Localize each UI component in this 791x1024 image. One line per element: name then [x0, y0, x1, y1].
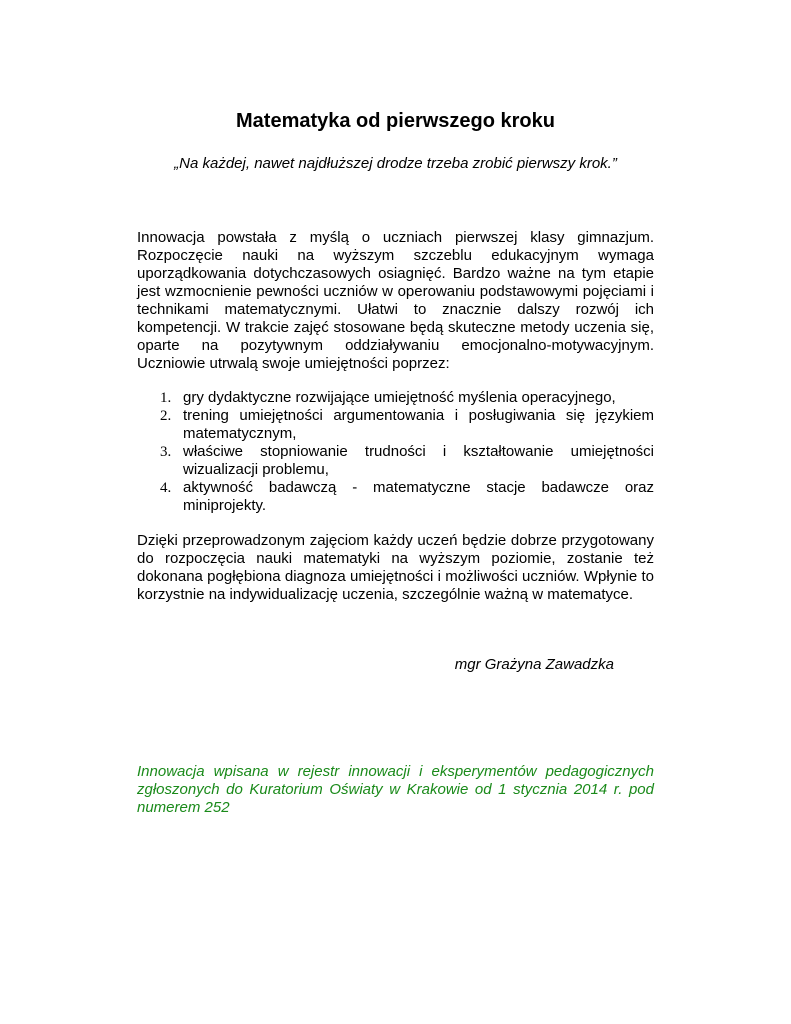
list-item-text: gry dydaktyczne rozwijające umiejętność myślenia operacyjnego, [183, 389, 616, 406]
list-item [137, 389, 654, 407]
intro-paragraph: Innowacja powstała z myślą o uczniach pierwszej klasy gimnazjum. Rozpoczęcie nauki na wyższym szczeblu edukacyjnym wymaga uporządkowania dotychczasowych osiagnięć. Bardzo ważne na tym etapie jest wzmocnienie pewności uczniów w operowaniu podstawowymi pojęciami i technikami matematycznymi. Ułatwi to znacznie dalszy rozwój ich kompetencji. W trakcie zajęć stosowane będą skuteczne metody uczenia się, oparte na pozytywnym oddziaływaniu emocjonalno-motywacyjnym. Uczniowie utrwalą swoje umiejętności poprzez: [137, 229, 654, 372]
epigraph-quote: „Na każdej, nawet najdłuższej drodze trzeba zrobić pierwszy krok.” [174, 155, 617, 172]
list-item [137, 407, 654, 443]
list-item-number: 1. [160, 390, 172, 406]
list-item-number: 3. [160, 444, 172, 460]
document-title: Matematyka od pierwszego kroku [236, 110, 555, 132]
list-item-number: 2. [160, 408, 172, 424]
closing-paragraph: Dzięki przeprowadzonym zajęciom każdy uczeń będzie dobrze przygotowany do rozpoczęcia nauki matematyki na wyższym poziomie, zostanie też dokonana pogłębiona diagnoza umiejętności i możliwości uczniów. Wpłynie to korzystnie na indywidualizację uczenia, szczególnie ważną w matematyce. [137, 532, 654, 603]
author-signature: mgr Grażyna Zawadzka [454, 656, 614, 673]
list-item-number: 4. [160, 480, 172, 496]
registry-note: Innowacja wpisana w rejestr innowacji i eksperymentów pedagogicznych zgłoszonych do Kuratorium Oświaty w Krakowie od 1 stycznia 2014 r. pod numerem 252 [137, 763, 654, 816]
list-item [137, 443, 654, 479]
list-item-text: aktywność badawczą - matematyczne stacje badawcze oraz miniprojekty. [183, 479, 654, 514]
list-item [137, 479, 654, 515]
skills-list [137, 389, 654, 515]
list-item-text: trening umiejętności argumentowania i posługiwania się językiem matematycznym, [183, 407, 654, 442]
list-item-text: właściwe stopniowanie trudności i kształtowanie umiejętności wizualizacji problemu, [183, 443, 654, 478]
